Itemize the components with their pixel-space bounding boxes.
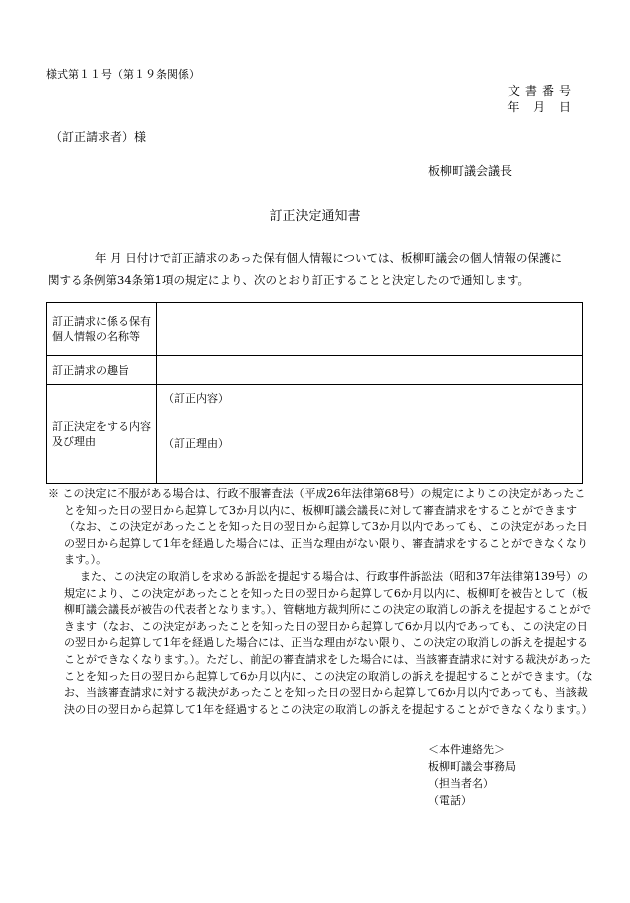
note-appeal: ※ この決定に不服がある場合は、行政不服審査法（平成26年法律第68号）の規定によりこの決定があったことを知った日の翌日から起算して3か月以内に、板柳町議会議長に対して審査請求をすることができます（なお、この決定があったことを知った日の翌日から起算して3か月以内であっても、この決定があった日の翌日から起算して1年を経過した場合には、正当な理由がない限り、審査請求をすることができなくなります。）。	[48, 487, 588, 567]
correction-info-table	[46, 302, 583, 484]
correction-reason-label: （訂正理由）	[163, 437, 229, 450]
row-label-decision: 訂正決定をする内容及び理由	[47, 385, 157, 484]
table-row	[47, 356, 583, 385]
body-line-2: 関する条例第34条第1項の規定により、次のとおり訂正することと決定したので通知します。	[48, 273, 530, 287]
sender: 板柳町議会議長	[428, 164, 513, 178]
row-value-request-purpose	[157, 356, 583, 385]
notes	[48, 486, 593, 718]
form-number: 様式第１１号（第１９条関係）	[46, 68, 200, 81]
note-lawsuit: また、この決定の取消しを求める訴訟を提起する場合は、行政事件訴訟法（昭和37年法律第139号）の規定により、この決定があったことを知った日の翌日から起算して6か月以内に、板柳町を被告として（板柳町議会議長が被告の代表者となります。）、管轄地方裁判所にこの決定の取消しの訴えを提起することができます（なお、この決定があったことを知った日の翌日から起算して6か月以内であっても、この決定の日の翌日から起算して1年を経過した場合には、正当な理由がない限り、この決定の取消しの訴えを提起することができなくなります。）。ただし、前記の審査請求をした場合には、当該審査請求に対する裁決があったことを知った日の翌日から起算して6か月以内に、この決定の取消しの訴えを提起することができます。（なお、当該審査請求に対する裁決があったことを知った日の翌日から起算して6か月以内であっても、当該裁決の日の翌日から起算して1年を経過するとこの決定の取消しの訴えを提起することができなくなります。）	[64, 569, 593, 716]
page-title: 訂正決定通知書	[269, 209, 361, 224]
contact-phone: （電話）	[428, 794, 472, 807]
document-number: 文書番号	[507, 84, 576, 98]
row-label-request-purpose: 訂正請求の趣旨	[47, 356, 157, 385]
issue-date: 年 月 日	[507, 100, 576, 114]
row-value-info-name	[157, 303, 583, 356]
row-value-decision	[157, 385, 583, 484]
contact-person: （担当者名）	[428, 777, 494, 790]
notice-body	[48, 247, 588, 291]
contact-office: 板柳町議会事務局	[428, 760, 516, 773]
contact-heading: ＜本件連絡先＞	[428, 743, 505, 756]
table-row	[47, 303, 583, 356]
correction-content-label: （訂正内容）	[163, 392, 229, 405]
contact-info	[428, 741, 516, 809]
table-row	[47, 385, 583, 484]
row-label-info-name: 訂正請求に係る保有個人情報の名称等	[47, 303, 157, 356]
body-line-1: 年 月 日付けで訂正請求のあった保有個人情報については、板柳町議会の個人情報の保護に	[95, 251, 562, 265]
recipient: （訂正請求者）様	[50, 130, 147, 144]
